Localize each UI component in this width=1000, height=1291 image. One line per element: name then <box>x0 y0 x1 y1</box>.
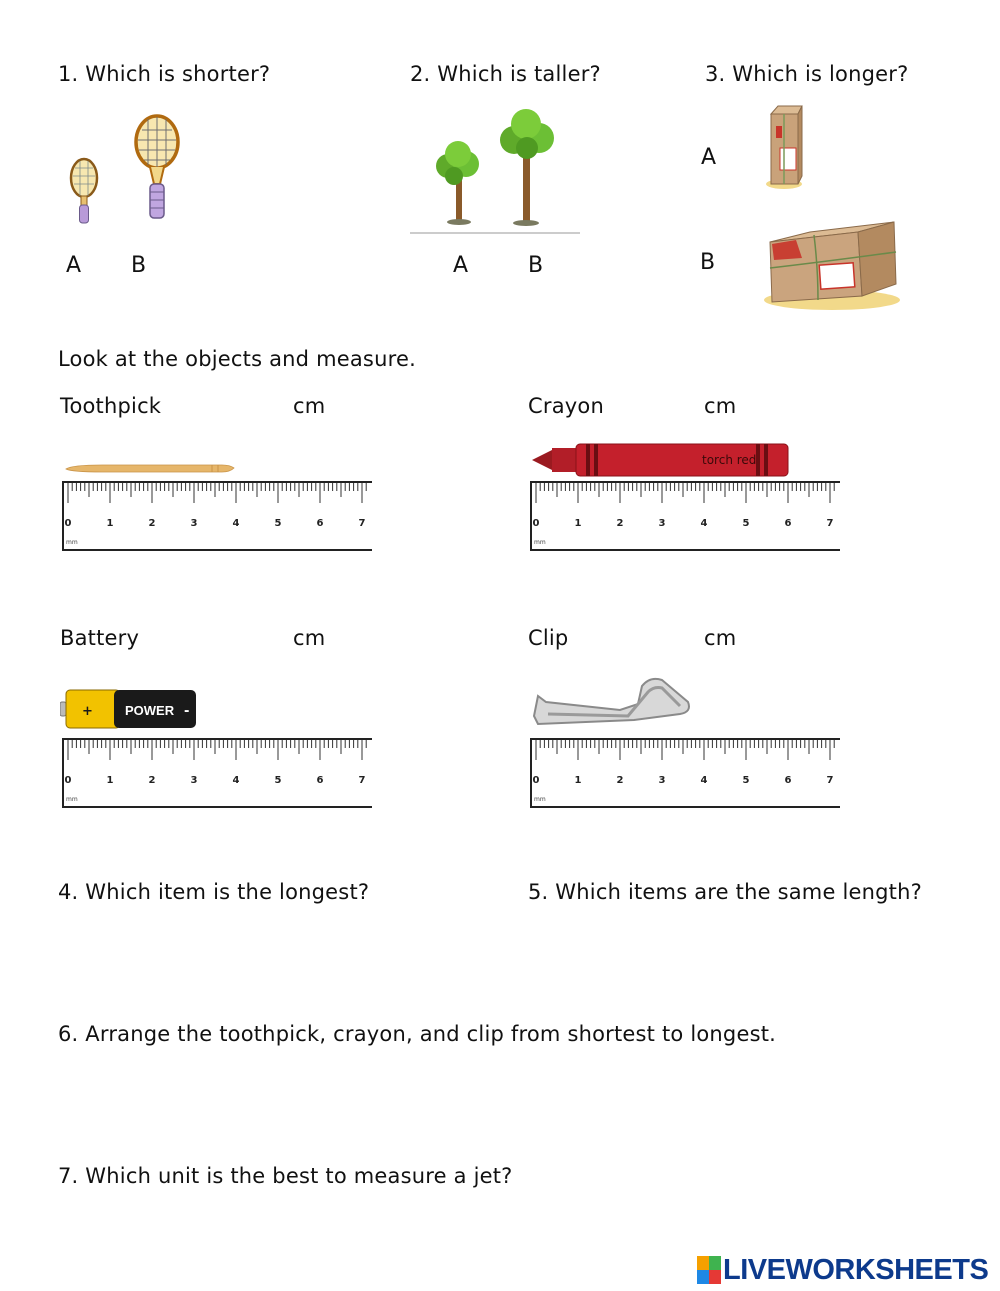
ruler-tick-label: 7 <box>358 775 366 786</box>
ruler-clip <box>530 737 840 809</box>
q2-option-a[interactable]: A <box>453 253 469 278</box>
ruler-tick-label: 5 <box>274 518 282 529</box>
ruler-tick-label: 1 <box>106 775 114 786</box>
ruler-tick-label: 2 <box>616 775 624 786</box>
trees-image <box>408 106 583 238</box>
ruler-battery <box>62 737 372 809</box>
ruler-tick-label: 7 <box>826 518 834 529</box>
q1-option-b[interactable]: B <box>131 253 147 278</box>
big-racket-icon <box>136 116 178 218</box>
logo-text: LIVEWORKSHEETS <box>723 1253 989 1286</box>
question-4: 4. Which item is the longest? <box>58 880 370 904</box>
ruler-tick-label: 6 <box>316 775 324 786</box>
toothpick-image <box>62 460 242 476</box>
ruler-tick-label: 3 <box>658 518 666 529</box>
unit-label-crayon: cm <box>704 394 737 418</box>
unit-label-clip: cm <box>704 626 737 650</box>
crayon-image <box>530 440 795 480</box>
ruler-tick-label: 5 <box>742 518 750 529</box>
crayon-text: torch red <box>702 453 757 467</box>
ruler-unit-label: mm <box>534 796 546 803</box>
short-tree-icon <box>436 141 479 225</box>
question-3: 3. Which is longer? <box>705 62 909 86</box>
ruler-tick-label: 2 <box>616 518 624 529</box>
liveworksheets-logo[interactable] <box>697 1253 988 1287</box>
tall-tree-icon <box>500 109 554 226</box>
ruler-unit-label: mm <box>534 539 546 546</box>
q3-option-b[interactable]: B <box>700 250 716 275</box>
svg-text:-: - <box>184 704 190 719</box>
question-7: 7. Which unit is the best to measure a jet? <box>58 1164 513 1188</box>
ruler-tick-label: 3 <box>658 775 666 786</box>
question-5: 5. Which items are the same length? <box>528 880 922 904</box>
battery-text: POWER <box>125 703 175 718</box>
ruler-tick-label: 6 <box>784 775 792 786</box>
ruler-tick-label: 0 <box>532 775 540 786</box>
big-box-icon <box>762 218 902 313</box>
ruler-tick-label: 4 <box>700 518 708 529</box>
item-label-toothpick: Toothpick <box>60 394 162 418</box>
ruler-tick-label: 3 <box>190 775 198 786</box>
ruler-tick-label: 0 <box>64 518 72 529</box>
question-6: 6. Arrange the toothpick, crayon, and clip from shortest to longest. <box>58 1022 777 1046</box>
ruler-unit-label: mm <box>66 539 78 546</box>
small-box-icon <box>764 104 804 190</box>
ruler-tick-label: 4 <box>232 775 240 786</box>
question-1: 1. Which is shorter? <box>58 62 271 86</box>
ruler-tick-label: 1 <box>574 518 582 529</box>
ruler-tick-label: 1 <box>106 518 114 529</box>
battery-image <box>60 688 200 732</box>
ruler-tick-label: 0 <box>532 518 540 529</box>
ruler-tick-label: 6 <box>784 518 792 529</box>
logo-mark-icon <box>697 1256 721 1284</box>
question-2: 2. Which is taller? <box>410 62 601 86</box>
clip-image <box>530 672 695 732</box>
ruler-tick-label: 3 <box>190 518 198 529</box>
ruler-tick-label: 2 <box>148 518 156 529</box>
ruler-tick-label: 4 <box>232 518 240 529</box>
ruler-tick-label: 0 <box>64 775 72 786</box>
item-label-clip: Clip <box>528 626 569 650</box>
small-racket-icon <box>71 159 97 223</box>
ruler-tick-label: 7 <box>358 518 366 529</box>
unit-label-toothpick: cm <box>293 394 326 418</box>
ruler-tick-label: 5 <box>274 775 282 786</box>
measure-instruction: Look at the objects and measure. <box>58 347 416 371</box>
ruler-tick-label: 2 <box>148 775 156 786</box>
rackets-image <box>62 112 192 230</box>
ruler-unit-label: mm <box>66 796 78 803</box>
ruler-toothpick <box>62 480 372 552</box>
q3-option-a[interactable]: A <box>701 145 717 170</box>
ruler-tick-label: 4 <box>700 775 708 786</box>
ruler-crayon <box>530 480 840 552</box>
q2-option-b[interactable]: B <box>528 253 544 278</box>
unit-label-battery: cm <box>293 626 326 650</box>
ruler-tick-label: 6 <box>316 518 324 529</box>
ruler-tick-label: 7 <box>826 775 834 786</box>
item-label-crayon: Crayon <box>528 394 604 418</box>
ruler-tick-label: 1 <box>574 775 582 786</box>
q1-option-a[interactable]: A <box>66 253 82 278</box>
ruler-tick-label: 5 <box>742 775 750 786</box>
svg-text:+: + <box>82 704 93 719</box>
item-label-battery: Battery <box>60 626 140 650</box>
